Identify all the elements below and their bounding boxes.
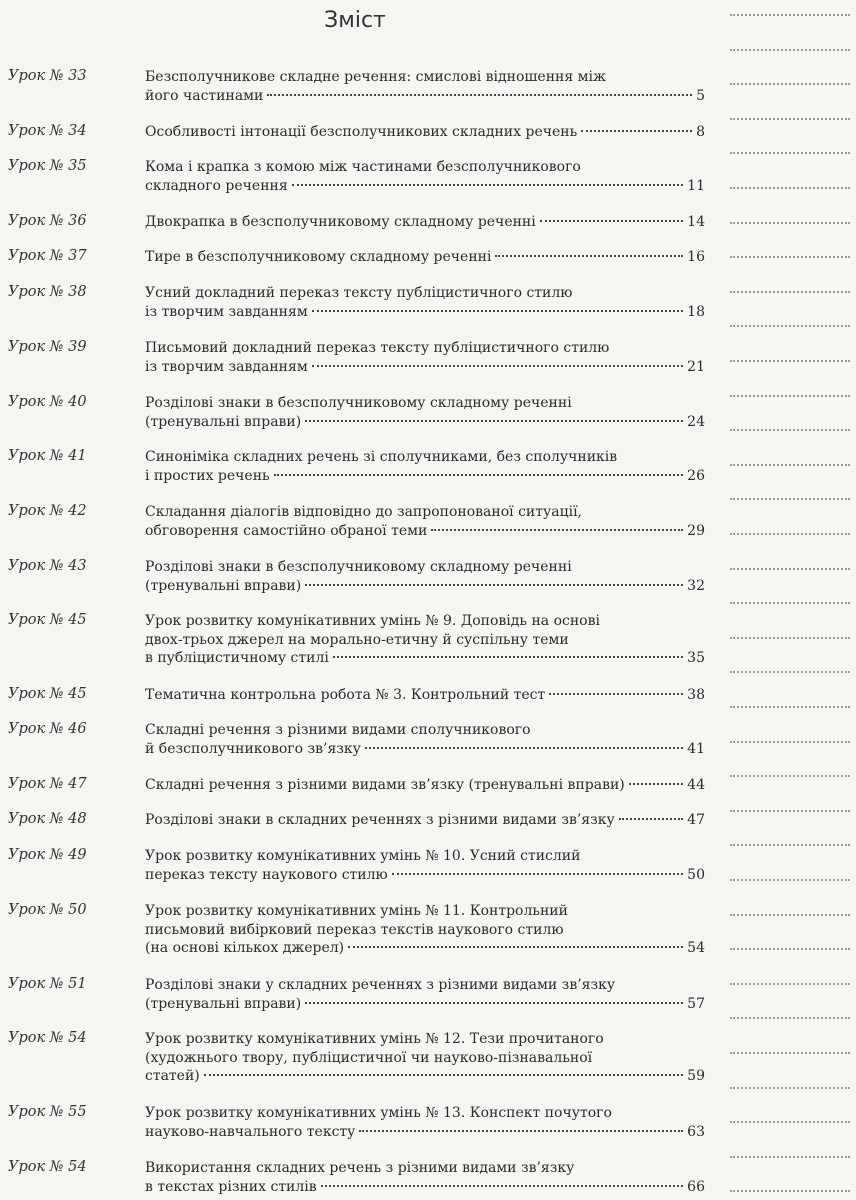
lesson-title-line: Тире в безсполучниковому складному реченні	[145, 249, 492, 265]
margin-dotted-line	[730, 844, 850, 846]
lesson-title	[145, 686, 705, 705]
lesson-title-line: Розділові знаки у складних реченнях з різними видами зв’язку	[145, 977, 616, 993]
margin-dotted-line	[730, 118, 850, 120]
lesson-title-line: Особливості інтонації безсполучникових складних речень	[145, 124, 578, 140]
margin-dotted-line	[730, 1087, 850, 1089]
dot-leader	[305, 420, 683, 422]
lesson-title-line: Складні речення з різними видами зв’язку (тренувальні вправи)	[145, 777, 625, 793]
margin-dotted-line	[730, 291, 850, 293]
page-number: 5	[696, 87, 705, 104]
lesson-label: Урок № 47	[8, 776, 87, 792]
dot-leader	[540, 220, 683, 222]
margin-dotted-line	[730, 1121, 850, 1123]
lesson-title-line: науково-навчального тексту	[145, 1123, 356, 1140]
page-number: 44	[687, 777, 705, 793]
lesson-title	[145, 1159, 705, 1196]
lesson-title-line: письмовий вибірковий переказ текстів наукового стилю	[145, 921, 564, 938]
lesson-label: Урок № 36	[8, 213, 87, 229]
lesson-label: Урок № 35	[8, 158, 87, 174]
lesson-title-line: Кома і крапка з комою між частинами безсполучникового	[145, 159, 581, 175]
page-number: 29	[687, 522, 705, 539]
page-number: 24	[687, 413, 705, 430]
dot-leader	[619, 818, 683, 820]
margin-dotted-line	[730, 464, 850, 466]
lesson-title-line: двох-трьох джерел на морально-етичну й суспільну теми	[145, 631, 569, 648]
margin-dotted-line	[730, 533, 850, 535]
lesson-title-line: переказ тексту наукового стилю	[145, 866, 388, 883]
dot-leader	[333, 656, 683, 658]
lesson-title	[145, 394, 705, 431]
lesson-title-line: і простих речень	[145, 467, 270, 484]
lesson-title-line: (тренувальні вправи)	[145, 995, 302, 1012]
dot-leader	[305, 584, 683, 586]
dot-leader	[359, 1130, 683, 1132]
dot-leader	[267, 94, 692, 96]
dot-leader	[321, 1185, 684, 1187]
lesson-title	[145, 158, 705, 195]
lesson-title-line: (тренувальні вправи)	[145, 413, 302, 430]
margin-dotted-line	[730, 983, 850, 985]
lesson-title-line: в публіцистичному стилі	[145, 650, 329, 666]
page-number: 11	[687, 177, 705, 194]
lesson-title	[145, 847, 705, 884]
lesson-label: Урок № 40	[8, 394, 87, 410]
lesson-label: Урок № 49	[8, 847, 87, 863]
lesson-title	[145, 902, 705, 958]
lesson-label: Урок № 50	[8, 902, 87, 918]
margin-dotted-line	[730, 429, 850, 431]
lesson-title	[145, 612, 705, 668]
lesson-title-line: Розділові знаки в складних реченнях з різними видами зв’язку	[145, 812, 615, 828]
lesson-title-line: Складні речення з різними видами сполучникового	[145, 722, 531, 738]
lesson-title-line: Використання складних речень з різними видами зв’язку	[145, 1160, 575, 1176]
lesson-title-line: Складання діалогів відповідно до запропонованої ситуації,	[145, 504, 583, 520]
margin-dotted-line	[730, 568, 850, 570]
lesson-title	[145, 448, 705, 485]
lesson-title-line: Урок розвитку комунікативних умінь № 13. Конспект почутого	[145, 1105, 612, 1121]
lesson-label: Урок № 33	[8, 68, 87, 84]
lesson-label: Урок № 34	[8, 123, 87, 139]
lesson-title-line: Урок розвитку комунікативних умінь № 12. Тези прочитаного	[145, 1031, 604, 1047]
lesson-label: Урок № 42	[8, 503, 87, 519]
lesson-label: Урок № 43	[8, 558, 87, 574]
lesson-title	[145, 558, 705, 595]
lesson-label: Урок № 39	[8, 339, 87, 355]
margin-dotted-line	[730, 602, 850, 604]
lesson-title-line: Тематична контрольна робота № 3. Контрольний тест	[145, 687, 546, 703]
dot-leader	[305, 1002, 683, 1004]
lesson-title-line: Синоніміка складних речень зі сполучниками, без сполучників	[145, 449, 618, 465]
page-number: 38	[687, 687, 705, 703]
lesson-title-line: його частинами	[145, 87, 264, 104]
margin-dotted-line	[730, 325, 850, 327]
dot-leader	[495, 255, 683, 257]
page-title: Зміст	[324, 8, 386, 33]
lesson-title	[145, 1104, 705, 1141]
margin-note-lines	[722, 0, 856, 1200]
margin-dotted-line	[730, 775, 850, 777]
margin-dotted-line	[730, 152, 850, 154]
lesson-label: Урок № 45	[8, 686, 87, 702]
page-number: 66	[687, 1178, 705, 1195]
lesson-label: Урок № 38	[8, 284, 87, 300]
page-number: 63	[687, 1123, 705, 1140]
margin-dotted-line	[730, 1156, 850, 1158]
lesson-title	[145, 68, 705, 105]
dot-leader	[549, 693, 683, 695]
page-number: 47	[687, 812, 705, 828]
lesson-title-line: (тренувальні вправи)	[145, 577, 302, 594]
page-number: 16	[687, 249, 705, 265]
margin-dotted-line	[730, 914, 850, 916]
page-number: 32	[687, 577, 705, 594]
dot-leader	[274, 474, 684, 476]
lesson-title-line: Урок розвитку комунікативних умінь № 10. Усний стислий	[145, 848, 581, 864]
lesson-title-line: Двокрапка в безсполучниковому складному реченні	[145, 214, 536, 230]
lesson-title-line: Розділові знаки в безсполучниковому складному реченні	[145, 395, 572, 411]
dot-leader	[431, 529, 683, 531]
dot-leader	[204, 1074, 683, 1076]
lesson-title	[145, 811, 705, 830]
margin-dotted-line	[730, 741, 850, 743]
dot-leader	[581, 130, 692, 132]
margin-dotted-line	[730, 83, 850, 85]
margin-dotted-line	[730, 810, 850, 812]
lesson-title-line: обговорення самостійно обраної теми	[145, 522, 428, 539]
margin-dotted-line	[730, 1190, 850, 1192]
dot-leader	[392, 873, 683, 875]
lesson-title	[145, 248, 705, 267]
margin-dotted-line	[730, 222, 850, 224]
page-number: 54	[687, 940, 705, 956]
margin-dotted-line	[730, 498, 850, 500]
margin-dotted-line	[730, 360, 850, 362]
lesson-title	[145, 503, 705, 540]
lesson-label: Урок № 51	[8, 976, 87, 992]
lesson-title-line: Безсполучникове складне речення: смислові відношення між	[145, 69, 606, 85]
margin-dotted-line	[730, 14, 850, 16]
lesson-label: Урок № 41	[8, 448, 87, 464]
lesson-title-line: складного речення	[145, 177, 288, 194]
lesson-title-line: із творчим завданням	[145, 303, 308, 320]
lesson-title-line: (художнього твору, публіцистичної чи науково-пізнавальної	[145, 1049, 593, 1066]
dot-leader	[292, 184, 683, 186]
lesson-title-line: Усний докладний переказ тексту публіцистичного стилю	[145, 285, 573, 301]
page-number: 18	[687, 303, 705, 320]
dot-leader	[312, 310, 683, 312]
lesson-label: Урок № 45	[8, 612, 87, 628]
lesson-title-line: (на основі кількох джерел)	[145, 940, 345, 956]
margin-dotted-line	[730, 706, 850, 708]
page-number: 8	[696, 124, 705, 140]
lesson-title-line: Письмовий докладний переказ тексту публіцистичного стилю	[145, 340, 610, 356]
lesson-title	[145, 1030, 705, 1086]
lesson-label: Урок № 55	[8, 1104, 87, 1120]
page-number: 26	[687, 467, 705, 484]
lesson-label: Урок № 54	[8, 1159, 87, 1175]
lesson-title	[145, 776, 705, 795]
dot-leader	[629, 783, 683, 785]
margin-dotted-line	[730, 948, 850, 950]
lesson-label: Урок № 46	[8, 721, 87, 737]
lesson-title	[145, 721, 705, 758]
margin-dotted-line	[730, 671, 850, 673]
lesson-title	[145, 123, 705, 142]
lesson-label: Урок № 48	[8, 811, 87, 827]
lesson-title	[145, 339, 705, 376]
lesson-title-line: в текстах різних стилів	[145, 1178, 317, 1195]
margin-dotted-line	[730, 879, 850, 881]
page-number: 14	[687, 214, 705, 230]
margin-dotted-line	[730, 1017, 850, 1019]
lesson-label: Урок № 37	[8, 248, 87, 264]
lesson-title	[145, 976, 705, 1013]
lesson-title-line: Урок розвитку комунікативних умінь № 11. Контрольний	[145, 903, 568, 919]
margin-dotted-line	[730, 637, 850, 639]
margin-dotted-line	[730, 187, 850, 189]
lesson-title-line: із творчим завданням	[145, 358, 308, 375]
margin-dotted-line	[730, 1052, 850, 1054]
lesson-title-line: Урок розвитку комунікативних умінь № 9. Доповідь на основі	[145, 613, 600, 629]
margin-dotted-line	[730, 256, 850, 258]
lesson-title-line: й безсполучникового зв’язку	[145, 740, 361, 757]
margin-dotted-line	[730, 395, 850, 397]
page-number: 59	[687, 1068, 705, 1084]
page-number: 35	[687, 650, 705, 666]
margin-dotted-line	[730, 49, 850, 51]
lesson-title-line: статей)	[145, 1068, 200, 1084]
dot-leader	[312, 365, 683, 367]
lesson-title-line: Розділові знаки в безсполучниковому складному реченні	[145, 559, 572, 575]
page-number: 41	[687, 740, 705, 757]
dot-leader	[348, 946, 683, 948]
page-number: 21	[687, 358, 705, 375]
page-number: 50	[687, 866, 705, 883]
page-number: 57	[687, 995, 705, 1012]
lesson-title	[145, 213, 705, 232]
lesson-title	[145, 284, 705, 321]
lesson-label: Урок № 54	[8, 1030, 87, 1046]
dot-leader	[365, 747, 683, 749]
